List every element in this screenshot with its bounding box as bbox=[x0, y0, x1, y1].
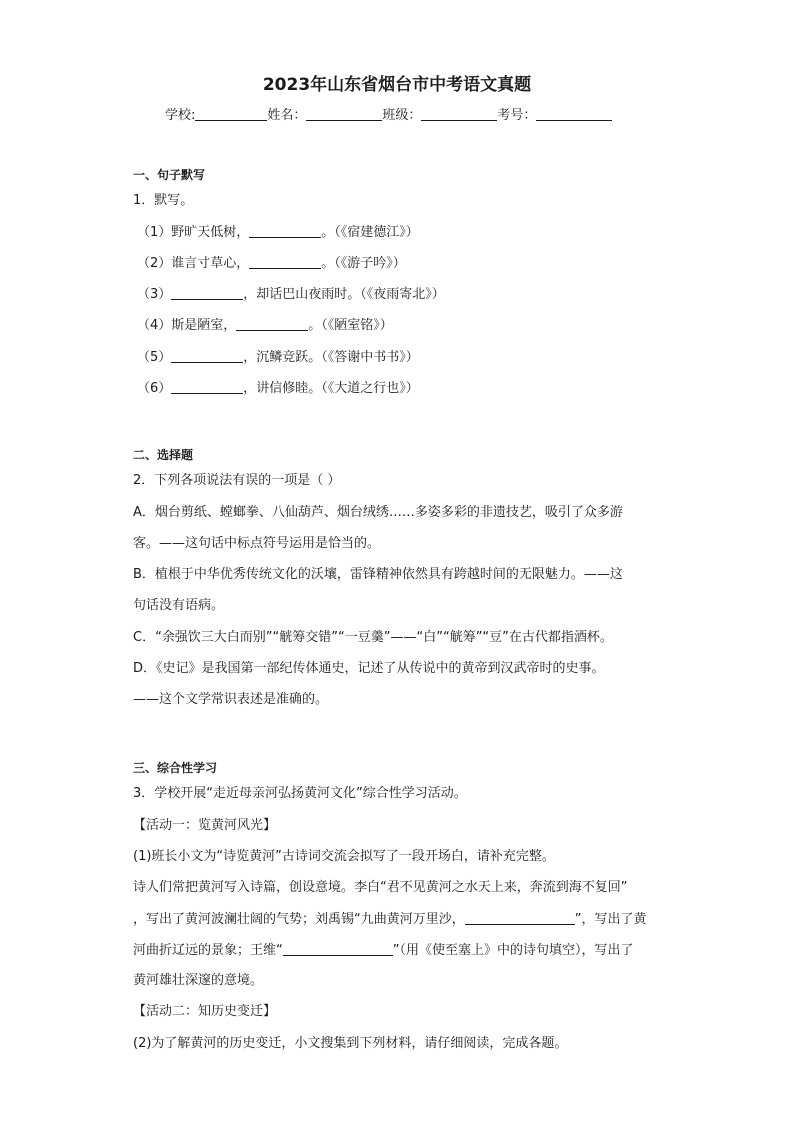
page-title: 2023年山东省烟台市中考语文真题 bbox=[262, 75, 532, 95]
recite-item-4-post: 。（《陋室铭》） bbox=[308, 318, 393, 333]
recite-item-3-pre: （3） bbox=[137, 287, 172, 302]
recite-item-5 bbox=[137, 349, 419, 366]
option-d-line2: ——这个文学常识表述是准确的。 bbox=[133, 692, 329, 707]
passage-line2-pre: ，写出了黄河波澜壮阔的气势；刘禹锡“九曲黄河万里沙， bbox=[133, 912, 465, 927]
section2-heading: 二、选择题 bbox=[133, 448, 194, 462]
activity2-prompt: (2)为了解黄河的历史变迁，小文搜集到下列材料，请仔细阅读，完成各题。 bbox=[133, 1036, 568, 1051]
passage-line3-post: ”（用《使至塞上》中的诗句填空），写出了 bbox=[392, 943, 634, 958]
fill-blank-liu-yuxi[interactable] bbox=[465, 911, 575, 925]
recite-item-2 bbox=[137, 255, 406, 272]
question1-stem: 1．默写。 bbox=[133, 193, 194, 208]
exam-no-blank[interactable] bbox=[536, 107, 612, 121]
activity2-heading: 【活动二：知历史变迁】 bbox=[133, 1004, 277, 1019]
option-b-line1: B．植根于中华优秀传统文化的沃壤，雷锋精神依然具有跨越时间的无限魅力。——这 bbox=[133, 567, 623, 582]
passage-line3 bbox=[133, 942, 634, 959]
passage-line4: 黄河雄壮深邃的意境。 bbox=[133, 973, 264, 988]
fill-blank-wang-wei[interactable] bbox=[283, 942, 393, 956]
recite-item-5-pre: （5） bbox=[137, 350, 172, 365]
recite-blank-4[interactable] bbox=[236, 317, 308, 331]
recite-item-4-pre: （4）斯是陋室， bbox=[137, 318, 237, 333]
option-c-line1: C．“余强饮三大白而别”“觥筹交错”“一豆羹”——“白”“觥筹”“豆”在古代都指酒杯。 bbox=[133, 630, 613, 645]
recite-item-5-post: ，沉鳞竞跃。（《答谢中书书》） bbox=[243, 350, 419, 365]
passage-line2 bbox=[133, 911, 647, 928]
recite-blank-1[interactable] bbox=[249, 224, 321, 238]
recite-item-1-pre: （1）野旷天低树， bbox=[137, 225, 250, 240]
recite-item-1-post: 。（《宿建德江》） bbox=[321, 225, 419, 240]
question2-stem: 2．下列各项说法有误的一项是（ ） bbox=[133, 473, 341, 488]
recite-blank-3[interactable] bbox=[171, 286, 243, 300]
student-info-line bbox=[165, 104, 612, 123]
recite-item-2-pre: （2）谁言寸草心， bbox=[137, 256, 250, 271]
recite-item-4 bbox=[137, 317, 393, 334]
recite-item-3-post: ，却话巴山夜雨时。（《夜雨寄北》） bbox=[243, 287, 445, 302]
recite-blank-6[interactable] bbox=[171, 380, 243, 394]
option-d-line1: D．《史记》是我国第一部纪传体通史，记述了从传说中的黄帝到汉武帝时的史事。 bbox=[133, 661, 605, 676]
activity1-prompt: (1)班长小文为“诗览黄河”古诗词交流会拟写了一段开场白，请补充完整。 bbox=[133, 849, 555, 864]
recite-item-6-post: ，讲信修睦。（《大道之行也》） bbox=[243, 381, 419, 396]
option-b-line2: 句话没有语病。 bbox=[133, 598, 225, 613]
option-a-line2: 客。——这句话中标点符号运用是恰当的。 bbox=[133, 536, 381, 551]
recite-item-3 bbox=[137, 286, 445, 303]
recite-item-6 bbox=[137, 380, 419, 397]
passage-line3-pre: 河曲折辽远的景象；王维“ bbox=[133, 943, 283, 958]
recite-item-6-pre: （6） bbox=[137, 381, 172, 396]
passage-line1: 诗人们常把黄河写入诗篇，创设意境。李白“君不见黄河之水天上来，奔流到海不复回” bbox=[133, 880, 628, 895]
name-blank[interactable] bbox=[306, 107, 382, 121]
question3-stem: 3．学校开展“走近母亲河弘扬黄河文化”综合性学习活动。 bbox=[133, 786, 467, 801]
recite-blank-5[interactable] bbox=[171, 349, 243, 363]
section1-heading: 一、句子默写 bbox=[133, 168, 206, 182]
school-label: 学校: bbox=[165, 108, 196, 123]
activity1-heading: 【活动一：览黄河风光】 bbox=[133, 818, 277, 833]
recite-item-2-post: 。（《游子吟》） bbox=[321, 256, 406, 271]
option-a-line1: A．烟台剪纸、螳螂拳、八仙葫芦、烟台绒绣……多姿多彩的非遗技艺，吸引了众多游 bbox=[133, 505, 623, 520]
recite-blank-2[interactable] bbox=[249, 255, 321, 269]
exam-no-label: 考号： bbox=[497, 108, 537, 123]
school-blank[interactable] bbox=[195, 107, 267, 121]
recite-item-1 bbox=[137, 224, 419, 241]
class-blank[interactable] bbox=[421, 107, 497, 121]
name-label: 姓名： bbox=[267, 108, 307, 123]
passage-line2-post: ”，写出了黄 bbox=[574, 912, 647, 927]
section3-heading: 三、综合性学习 bbox=[133, 761, 218, 775]
class-label: 班级： bbox=[382, 108, 422, 123]
